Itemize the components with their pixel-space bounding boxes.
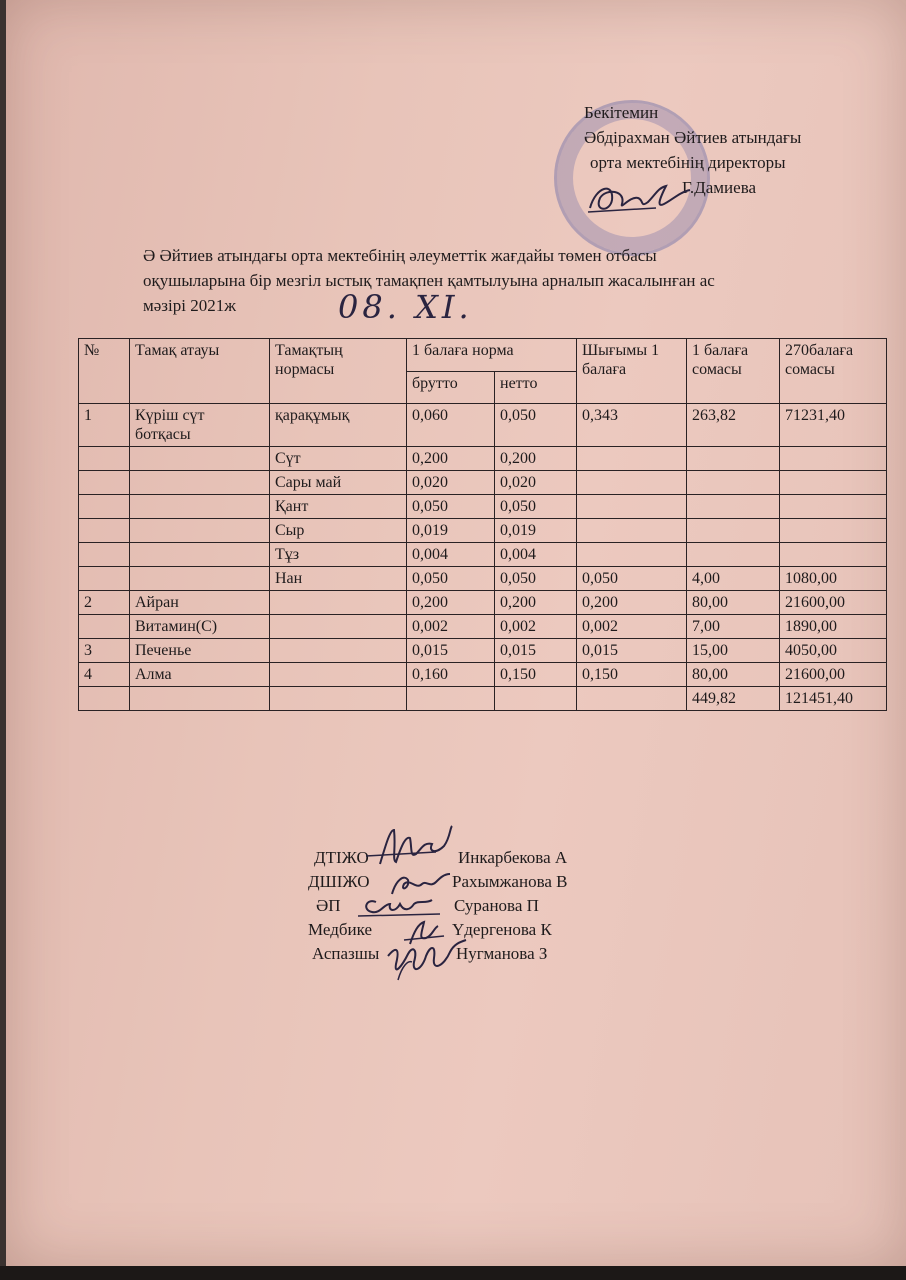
signer-role: ӘП (316, 896, 341, 915)
cell-num (79, 543, 130, 567)
cell-num: 1 (79, 404, 130, 447)
header-cost-total: 270балаға сомасы (780, 339, 887, 404)
cell-yield (577, 519, 687, 543)
handwritten-date: 08. XI. (338, 288, 473, 326)
cell-netto: 0,050 (495, 567, 577, 591)
cell-norm (270, 687, 407, 711)
cell-yield: 0,200 (577, 591, 687, 615)
cell-cost-one (687, 495, 780, 519)
bottom-edge (0, 1266, 906, 1280)
table-row (79, 663, 887, 687)
cell-norm: Нан (270, 567, 407, 591)
cell-yield: 0,050 (577, 567, 687, 591)
cell-name (130, 543, 270, 567)
cell-norm (270, 663, 407, 687)
cell-cost-one (687, 543, 780, 567)
cell-norm: Тұз (270, 543, 407, 567)
cell-cost-total: 21600,00 (780, 591, 887, 615)
signature-5 (378, 936, 478, 986)
header-cost-one: 1 балаға сомасы (687, 339, 780, 404)
cell-cost-one: 80,00 (687, 663, 780, 687)
cell-netto: 0,150 (495, 663, 577, 687)
signature-1 (366, 824, 466, 870)
cell-cost-one: 7,00 (687, 615, 780, 639)
cell-cost-one (687, 519, 780, 543)
cell-yield: 0,343 (577, 404, 687, 447)
cell-netto: 0,200 (495, 591, 577, 615)
cell-cost-one: 80,00 (687, 591, 780, 615)
header-yield: Шығымы 1 балаға (577, 339, 687, 404)
cell-cost-total: 4050,00 (780, 639, 887, 663)
table-row (79, 687, 887, 711)
cell-brutto: 0,019 (407, 519, 495, 543)
cell-netto: 0,050 (495, 495, 577, 519)
cell-netto: 0,019 (495, 519, 577, 543)
cell-norm (270, 591, 407, 615)
cell-cost-one: 449,82 (687, 687, 780, 711)
table-row (79, 543, 887, 567)
signer-role: ДТІЖО (314, 848, 369, 867)
cell-num (79, 687, 130, 711)
title-line-3: мәзірі 2021ж (143, 296, 236, 315)
cell-yield (577, 471, 687, 495)
cell-cost-one: 4,00 (687, 567, 780, 591)
cell-brutto: 0,050 (407, 567, 495, 591)
cell-cost-total: 71231,40 (780, 404, 887, 447)
cell-cost-total: 21600,00 (780, 663, 887, 687)
cell-brutto: 0,200 (407, 447, 495, 471)
cell-num: 4 (79, 663, 130, 687)
cell-brutto: 0,050 (407, 495, 495, 519)
cell-yield (577, 495, 687, 519)
signer-name: Нугманова З (456, 944, 548, 963)
cell-name: Айран (130, 591, 270, 615)
cell-num (79, 519, 130, 543)
menu-table (78, 338, 887, 711)
cell-norm: Қант (270, 495, 407, 519)
cell-num (79, 447, 130, 471)
header-norm: Тамақтың нормасы (270, 339, 407, 404)
table-row (79, 471, 887, 495)
table-row (79, 567, 887, 591)
cell-yield (577, 687, 687, 711)
cell-netto: 0,015 (495, 639, 577, 663)
cell-brutto: 0,060 (407, 404, 495, 447)
cell-cost-total: 121451,40 (780, 687, 887, 711)
table-row (79, 591, 887, 615)
signer-role: ДШІЖО (308, 872, 370, 891)
cell-name: Витамин(С) (130, 615, 270, 639)
header-brutto: брутто (407, 371, 495, 404)
signer-role: Аспазшы (312, 944, 380, 963)
cell-brutto: 0,160 (407, 663, 495, 687)
cell-cost-total (780, 471, 887, 495)
cell-brutto: 0,004 (407, 543, 495, 567)
cell-yield (577, 447, 687, 471)
signer-name: Үдергенова К (452, 920, 552, 939)
cell-cost-total (780, 543, 887, 567)
cell-name: Күріш сүт ботқасы (130, 404, 270, 447)
title-line-1: Ә Әйтиев атындағы орта мектебінің әлеуметтік жағдайы төмен отбасы (143, 246, 657, 265)
cell-cost-one: 15,00 (687, 639, 780, 663)
cell-netto: 0,050 (495, 404, 577, 447)
cell-brutto: 0,002 (407, 615, 495, 639)
cell-cost-total (780, 447, 887, 471)
cell-netto (495, 687, 577, 711)
table-row (79, 447, 887, 471)
cell-yield: 0,150 (577, 663, 687, 687)
cell-name: Алма (130, 663, 270, 687)
cell-num: 3 (79, 639, 130, 663)
cell-cost-total: 1890,00 (780, 615, 887, 639)
cell-netto: 0,002 (495, 615, 577, 639)
cell-norm (270, 615, 407, 639)
table-header-row (79, 339, 887, 372)
signer-name: Рахымжанова В (452, 872, 568, 891)
cell-brutto: 0,200 (407, 591, 495, 615)
table-row (79, 639, 887, 663)
cell-cost-total (780, 495, 887, 519)
header-per-child-norm: 1 балаға норма (407, 339, 577, 372)
cell-yield (577, 543, 687, 567)
table-row (79, 495, 887, 519)
cell-name (130, 687, 270, 711)
cell-netto: 0,200 (495, 447, 577, 471)
approval-line-position: орта мектебінің директоры (590, 153, 786, 172)
header-num: № (79, 339, 130, 404)
cell-brutto: 0,020 (407, 471, 495, 495)
cell-brutto (407, 687, 495, 711)
cell-norm (270, 639, 407, 663)
cell-name (130, 519, 270, 543)
cell-netto: 0,004 (495, 543, 577, 567)
cell-norm: Сыр (270, 519, 407, 543)
director-signature (586, 178, 696, 218)
cell-num: 2 (79, 591, 130, 615)
table-row (79, 615, 887, 639)
document-title (143, 243, 873, 318)
cell-cost-one (687, 447, 780, 471)
approval-line-director-name: Г.Дамиева (682, 178, 757, 197)
cell-name (130, 471, 270, 495)
cell-cost-one (687, 471, 780, 495)
document-page (6, 0, 906, 1266)
cell-num (79, 471, 130, 495)
cell-yield: 0,015 (577, 639, 687, 663)
cell-netto: 0,020 (495, 471, 577, 495)
cell-norm: Сары май (270, 471, 407, 495)
signer-name: Инкарбекова А (458, 848, 568, 867)
cell-yield: 0,002 (577, 615, 687, 639)
cell-num (79, 615, 130, 639)
cell-cost-total (780, 519, 887, 543)
table-row (79, 519, 887, 543)
cell-num (79, 567, 130, 591)
cell-num (79, 495, 130, 519)
title-line-2: оқушыларына бір мезгіл ыстық тамақпен қамтылуына арналып жасалынған ас (143, 271, 715, 290)
cell-name (130, 495, 270, 519)
cell-cost-total: 1080,00 (780, 567, 887, 591)
cell-name (130, 447, 270, 471)
approval-line-approve: Бекітемин (584, 103, 659, 122)
signer-name: Суранова П (454, 896, 539, 915)
table-row (79, 404, 887, 447)
approval-line-school: Әбдірахман Әйтиев атындағы (584, 128, 802, 147)
cell-cost-one: 263,82 (687, 404, 780, 447)
header-name: Тамақ атауы (130, 339, 270, 404)
cell-norm: Сүт (270, 447, 407, 471)
header-netto: нетто (495, 371, 577, 404)
cell-norm: қарақұмық (270, 404, 407, 447)
cell-name (130, 567, 270, 591)
cell-brutto: 0,015 (407, 639, 495, 663)
cell-name: Печенье (130, 639, 270, 663)
signer-role: Медбике (308, 920, 372, 939)
